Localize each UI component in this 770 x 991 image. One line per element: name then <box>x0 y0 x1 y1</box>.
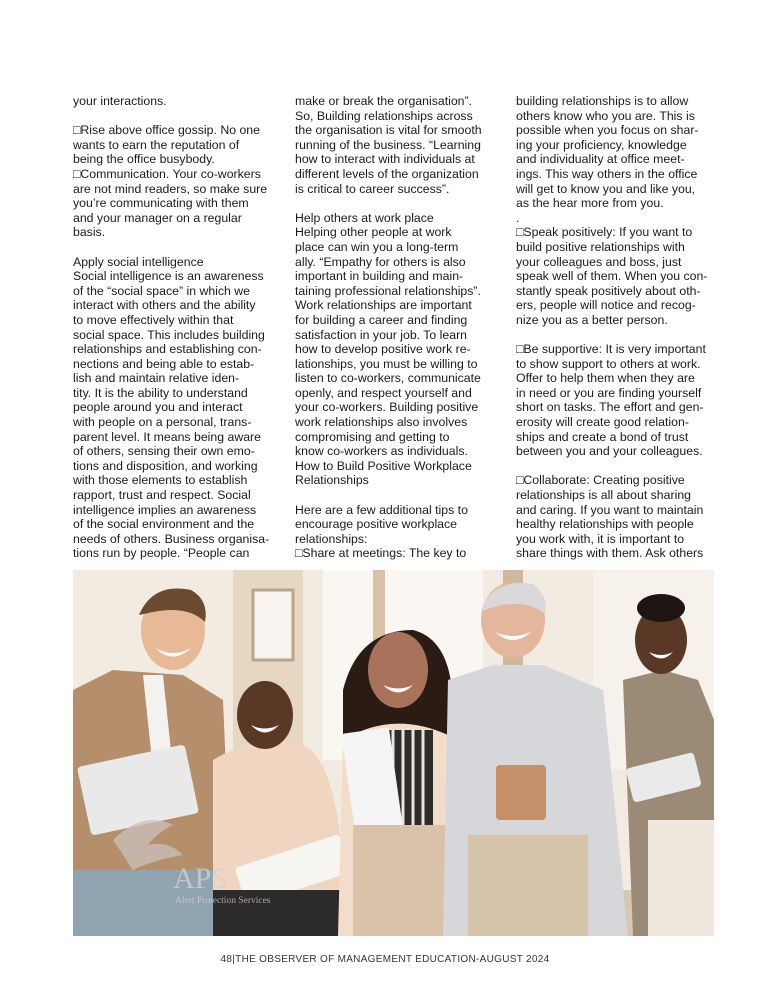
text-line: satisfaction in your job. To learn <box>295 327 468 342</box>
text-line: of the social environment and the <box>73 517 255 532</box>
text-line: Relationships <box>295 473 369 488</box>
text-line: between you and your colleagues. <box>516 444 703 459</box>
text-line: your interactions. <box>73 94 167 108</box>
text-line: □Collaborate: Creating positive <box>516 473 685 488</box>
team-photo-illustration <box>73 570 714 936</box>
text-line: intelligence implies an awareness <box>73 502 257 517</box>
footer-separator: | <box>232 954 236 965</box>
text-line: taining professional relationships”. <box>295 283 481 298</box>
text-line: relationships: <box>295 531 368 546</box>
text-line: short on tasks. The effort and gen- <box>516 400 704 415</box>
text-line: your co-workers. Building positive <box>295 400 479 415</box>
text-line: □Share at meetings: The key to <box>295 546 467 561</box>
text-line: for building a career and finding <box>295 312 468 327</box>
text-line: will get to know you and like you, <box>516 181 696 196</box>
aps-logo-text: APS <box>173 862 229 895</box>
text-line: being the office busybody. <box>73 152 215 167</box>
article-column-1 <box>73 94 273 561</box>
text-line: needs of others. Business organisa- <box>73 531 270 546</box>
text-line: □Speak positively: If you want to <box>516 225 693 240</box>
text-line: ally. “Empathy for others is also <box>295 254 466 269</box>
text-line: place can win you a long-term <box>295 239 459 254</box>
text-line: ships and create a bond of trust <box>516 429 689 444</box>
text-line: as the hear more from you. <box>516 196 664 211</box>
text-line: people around you and interact <box>73 400 243 415</box>
text-line: others know who you are. This is <box>516 108 695 123</box>
text-line: building relationships is to allow <box>516 94 689 108</box>
text-line: important in building and main- <box>295 269 464 284</box>
text-line: tity. It is the ability to understand <box>73 385 248 400</box>
text-line <box>73 240 273 255</box>
text-line: you’re communicating with them <box>73 196 249 211</box>
text-line: nections and being able to estab- <box>73 356 255 371</box>
text-line: □Be supportive: It is very important <box>516 342 706 357</box>
text-line: □Rise above office gossip. No one <box>73 123 260 138</box>
text-line: rapport, trust and respect. Social <box>73 488 251 503</box>
text-line: and individuality at office meet- <box>516 152 685 167</box>
text-line: different levels of the organization <box>295 166 479 181</box>
text-line: So, Building relationships across <box>295 108 473 123</box>
text-line: is critical to career success”. <box>295 181 450 196</box>
text-line: of the “social space” in which we <box>73 283 251 298</box>
text-line: and your manager on a regular <box>73 210 242 225</box>
text-line: social space. This includes building <box>73 327 265 342</box>
text-line: are not mind readers, so make sure <box>73 181 268 196</box>
text-line: Work relationships are important <box>295 298 472 313</box>
text-line: to move effectively within that <box>73 312 234 327</box>
text-line: relationships and establishing con- <box>73 342 262 357</box>
text-line: to show support to others at work. <box>516 356 701 371</box>
text-line: Helping other people at work <box>295 225 452 240</box>
text-line <box>295 196 495 211</box>
text-line: lationships, you must be willing to <box>295 356 478 371</box>
text-line: with people on a personal, trans- <box>73 415 252 430</box>
text-line: Offer to help them when they are <box>516 371 695 386</box>
text-line: work relationships also involves <box>295 415 468 430</box>
article-column-2 <box>295 94 495 561</box>
text-line: erosity will create good relation- <box>516 415 689 430</box>
text-line: compromising and getting to <box>295 429 450 444</box>
text-line: Social intelligence is an awareness <box>73 269 264 284</box>
text-line: listen to co-workers, communicate <box>295 371 481 386</box>
text-line: tions and disposition, and working <box>73 458 258 473</box>
text-line: speak well of them. When you con- <box>516 269 708 284</box>
page-footer <box>0 954 770 965</box>
text-line: ers, people will notice and recog- <box>516 298 696 313</box>
text-line: with those elements to establish <box>73 473 248 488</box>
text-line: running of the business. “Learning <box>295 137 481 152</box>
article-column-3 <box>516 94 721 561</box>
text-line: How to Build Positive Workplace <box>295 458 472 473</box>
text-line: how to develop positive work re- <box>295 342 471 357</box>
text-line: □Communication. Your co-workers <box>73 166 261 181</box>
text-line: the organisation is vital for smooth <box>295 123 482 138</box>
text-line: Apply social intelligence <box>73 254 204 269</box>
text-line: and caring. If you want to maintain <box>516 502 704 517</box>
text-line: share things with them. Ask others <box>516 546 704 561</box>
page-number: 48 <box>220 954 233 965</box>
text-line: of others, sensing their own emo- <box>73 444 255 459</box>
text-line: wants to earn the reputation of <box>73 137 240 152</box>
aps-logo-subtext: Alert Protection Services <box>175 896 271 906</box>
text-line: . <box>516 210 520 225</box>
publication-title: THE OBSERVER OF MANAGEMENT EDUCATION-AUGUST 2024 <box>235 954 550 965</box>
text-line: possible when you focus on shar- <box>516 123 699 138</box>
text-line: your colleagues and boss, just <box>516 254 682 269</box>
text-line: know co-workers as individuals. <box>295 444 468 459</box>
text-line: basis. <box>73 225 106 240</box>
text-line: ing your proficiency, knowledge <box>516 137 687 152</box>
text-line: build positive relationships with <box>516 239 685 254</box>
text-line: interact with others and the ability <box>73 298 256 313</box>
text-line: parent level. It means being aware <box>73 429 261 444</box>
text-line: Help others at work place <box>295 210 434 225</box>
text-line: encourage positive workplace <box>295 517 458 532</box>
text-line: openly, and respect yourself and <box>295 385 472 400</box>
text-line: ings. This way others in the office <box>516 166 698 181</box>
text-line: you work with, it is important to <box>516 531 685 546</box>
text-line <box>516 328 721 343</box>
text-line: how to interact with individuals at <box>295 152 475 167</box>
text-line: nize you as a better person. <box>516 312 668 327</box>
text-line: make or break the organisation”. <box>295 94 473 108</box>
text-line: relationships is all about sharing <box>516 488 691 503</box>
text-line <box>295 488 495 503</box>
text-line: stantly speak positively about oth- <box>516 283 701 298</box>
text-line <box>73 109 273 124</box>
team-photo <box>73 570 714 936</box>
text-line: lish and maintain relative iden- <box>73 371 240 386</box>
text-line: tions run by people. “People can <box>73 546 250 561</box>
text-line: in need or you are finding yourself <box>516 385 702 400</box>
text-line: healthy relationships with people <box>516 517 694 532</box>
text-line <box>516 459 721 474</box>
text-line: Here are a few additional tips to <box>295 502 468 517</box>
